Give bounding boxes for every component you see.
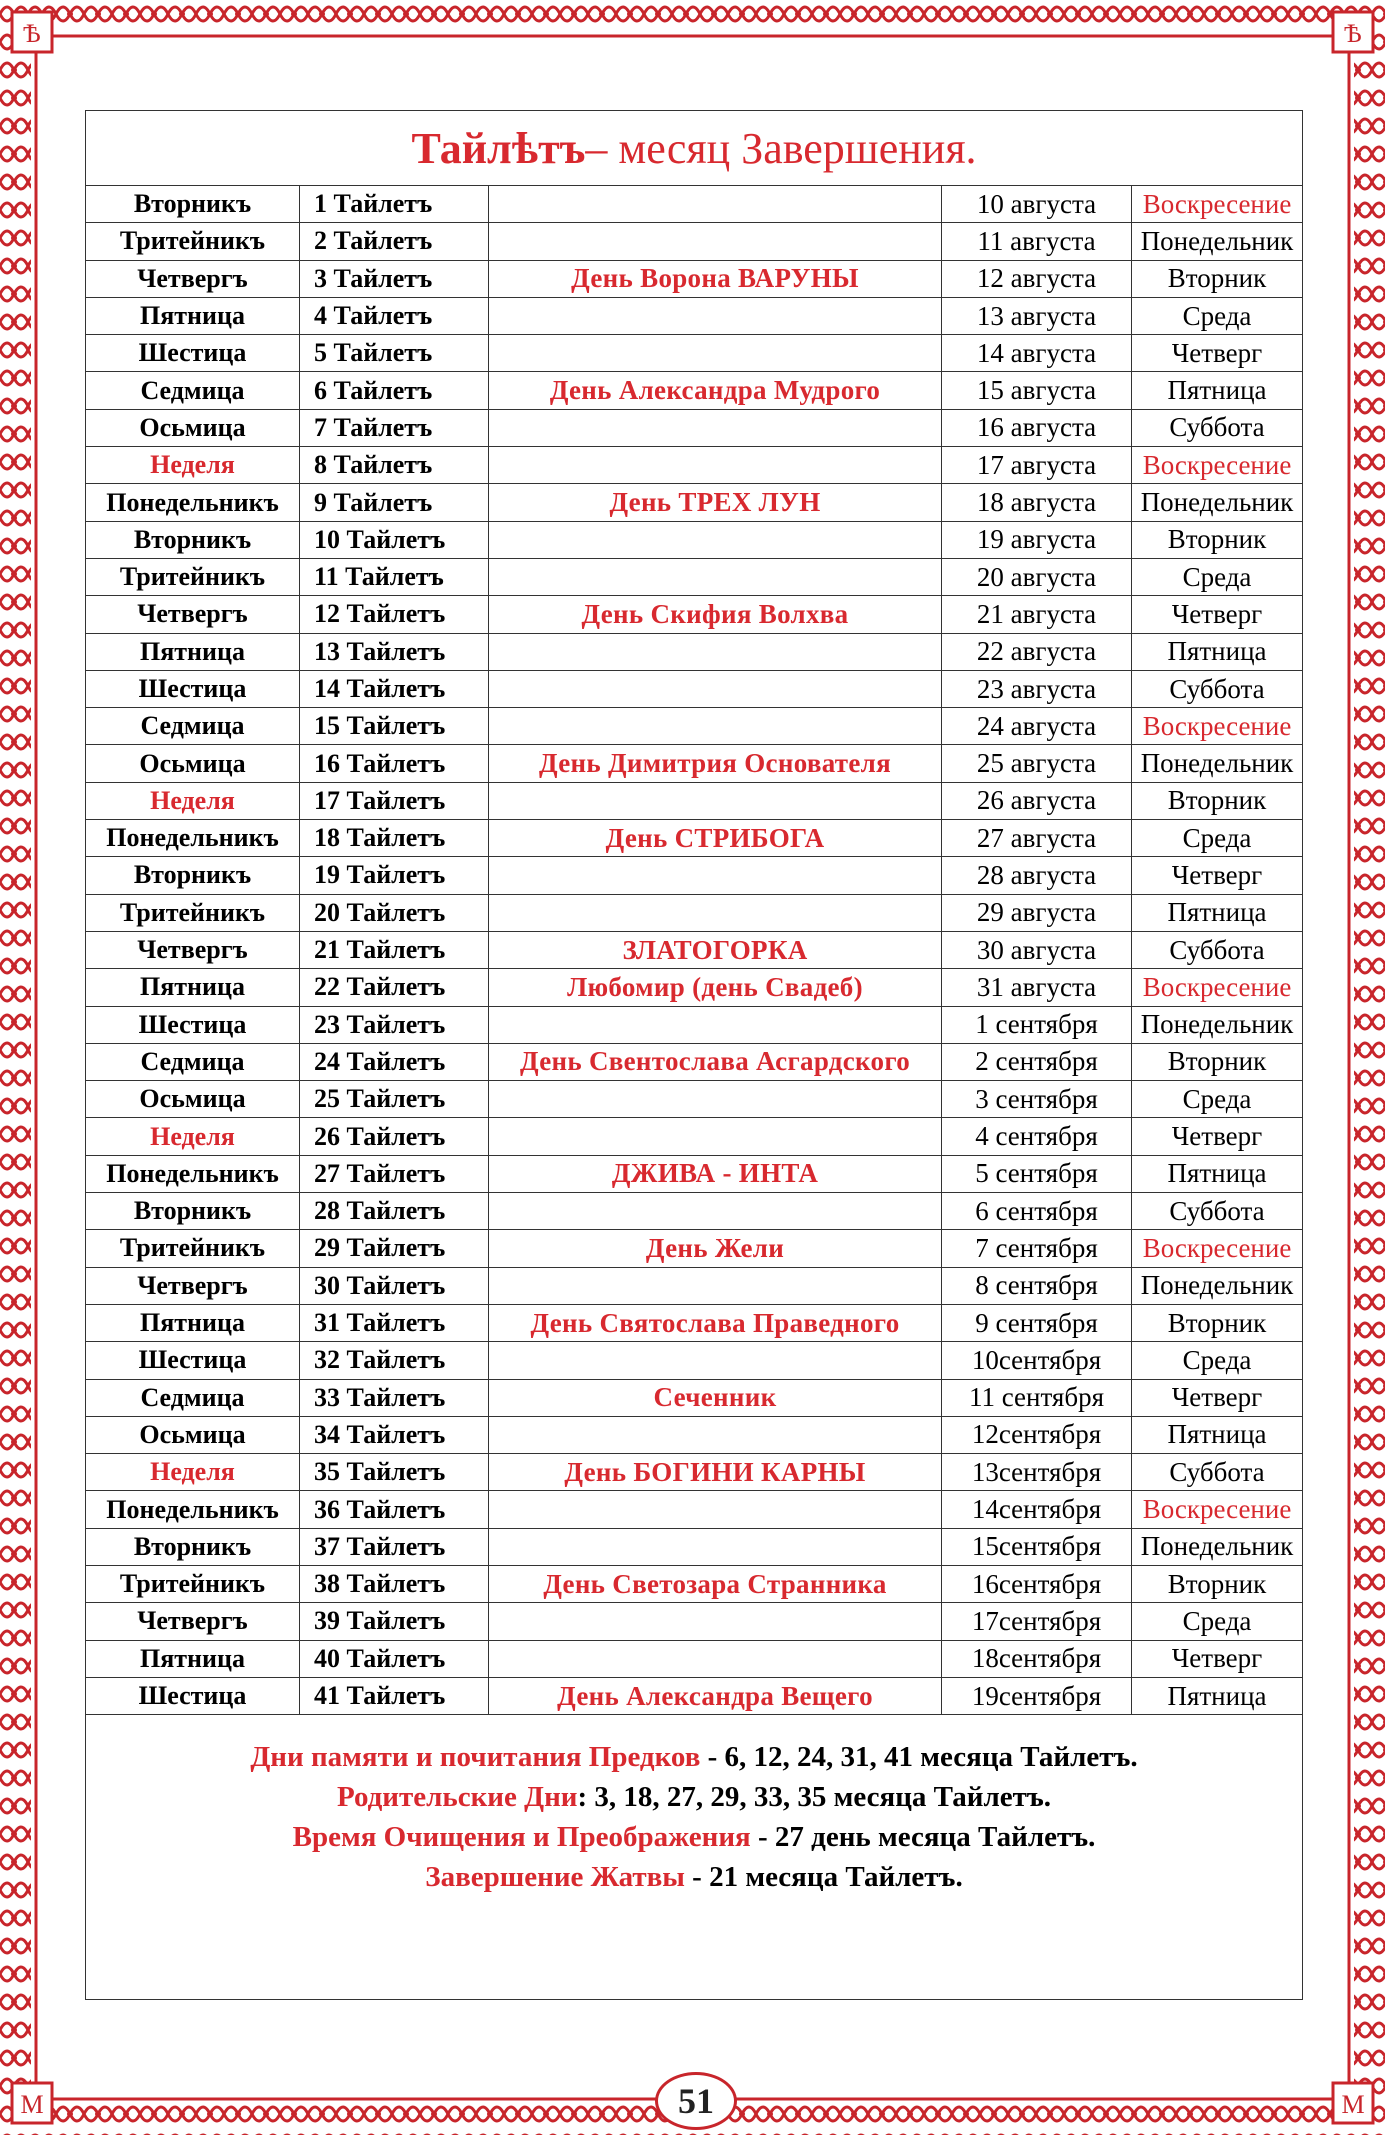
gregorian-date-cell: 28 августа	[942, 857, 1132, 894]
date-number-cell: 12 Тайлетъ	[300, 596, 489, 633]
weekday-cell: Воскресение	[1132, 447, 1303, 484]
gregorian-date-cell: 13сентября	[942, 1454, 1132, 1491]
date-number-cell: 34 Тайлетъ	[300, 1416, 489, 1453]
date-number-cell: 10 Тайлетъ	[300, 521, 489, 558]
gregorian-date-cell: 18сентября	[942, 1640, 1132, 1677]
calendar-row	[86, 521, 1302, 558]
event-cell: День СТРИБОГА	[489, 820, 942, 857]
gregorian-date-cell: 10сентября	[942, 1342, 1132, 1379]
gregorian-date-cell: 14 августа	[942, 335, 1132, 372]
title-month-name: Тайлѣтъ	[411, 123, 586, 173]
date-number-cell: 14 Тайлетъ	[300, 670, 489, 707]
gregorian-date-cell: 1 сентября	[942, 1006, 1132, 1043]
day-cell: Седмица	[86, 708, 300, 745]
day-cell: Пятница	[86, 1640, 300, 1677]
weekday-cell: Среда	[1132, 1603, 1303, 1640]
gregorian-date-cell: 30 августа	[942, 931, 1132, 968]
gregorian-date-cell: 15сентября	[942, 1528, 1132, 1565]
gregorian-date-cell: 22 августа	[942, 633, 1132, 670]
day-cell: Шестица	[86, 1342, 300, 1379]
day-cell: Пятница	[86, 969, 300, 1006]
day-cell: Неделя	[86, 447, 300, 484]
calendar-row	[86, 186, 1302, 223]
date-number-cell: 38 Тайлетъ	[300, 1565, 489, 1602]
date-number-cell: 6 Тайлетъ	[300, 372, 489, 409]
date-number-cell: 7 Тайлетъ	[300, 409, 489, 446]
day-cell: Осьмица	[86, 1081, 300, 1118]
date-number-cell: 40 Тайлетъ	[300, 1640, 489, 1677]
calendar-row	[86, 558, 1302, 595]
date-number-cell: 30 Тайлетъ	[300, 1267, 489, 1304]
date-number-cell: 36 Тайлетъ	[300, 1491, 489, 1528]
date-number-cell: 23 Тайлетъ	[300, 1006, 489, 1043]
day-cell: Тритейникъ	[86, 1230, 300, 1267]
calendar-row	[86, 484, 1302, 521]
event-cell: День Свентослава Асгардского	[489, 1043, 942, 1080]
gregorian-date-cell: 26 августа	[942, 782, 1132, 819]
date-number-cell: 39 Тайлетъ	[300, 1603, 489, 1640]
calendar-row	[86, 1565, 1302, 1602]
calendar-row	[86, 820, 1302, 857]
event-cell: День Жели	[489, 1230, 942, 1267]
date-number-cell: 13 Тайлетъ	[300, 633, 489, 670]
gregorian-date-cell: 16 августа	[942, 409, 1132, 446]
event-cell: День Скифия Волхва	[489, 596, 942, 633]
day-cell: Неделя	[86, 782, 300, 819]
calendar-row	[86, 782, 1302, 819]
day-cell: Четвергъ	[86, 1267, 300, 1304]
calendar-row	[86, 1416, 1302, 1453]
date-number-cell: 21 Тайлетъ	[300, 931, 489, 968]
day-cell: Пятница	[86, 297, 300, 334]
date-number-cell: 35 Тайлетъ	[300, 1454, 489, 1491]
event-cell: День Светозара Странника	[489, 1565, 942, 1602]
weekday-cell: Пятница	[1132, 894, 1303, 931]
weekday-cell: Пятница	[1132, 633, 1303, 670]
date-number-cell: 2 Тайлетъ	[300, 223, 489, 260]
weekday-cell: Пятница	[1132, 1416, 1303, 1453]
day-cell: Понедельникъ	[86, 820, 300, 857]
event-cell: Любомир (день Свадеб)	[489, 969, 942, 1006]
weekday-cell: Понедельник	[1132, 1006, 1303, 1043]
date-number-cell: 16 Тайлетъ	[300, 745, 489, 782]
event-cell	[489, 186, 942, 223]
weekday-cell: Среда	[1132, 558, 1303, 595]
note-text: - 6, 12, 24, 31, 41 месяца Тайлетъ.	[700, 1741, 1138, 1774]
event-cell	[489, 633, 942, 670]
day-cell: Шестица	[86, 670, 300, 707]
gregorian-date-cell: 13 августа	[942, 297, 1132, 334]
note-highlight: Дни памяти и почитания Предков	[250, 1741, 701, 1774]
calendar-row	[86, 1528, 1302, 1565]
note-text: - 27 день месяца Тайлетъ.	[750, 1821, 1096, 1854]
note-line	[86, 1817, 1302, 1857]
note-highlight: Родительские Дни	[336, 1781, 578, 1814]
weekday-cell: Понедельник	[1132, 1267, 1303, 1304]
calendar-row	[86, 1230, 1302, 1267]
date-number-cell: 24 Тайлетъ	[300, 1043, 489, 1080]
date-number-cell: 18 Тайлетъ	[300, 820, 489, 857]
day-cell: Тритейникъ	[86, 1565, 300, 1602]
day-cell: Осьмица	[86, 1416, 300, 1453]
gregorian-date-cell: 7 сентября	[942, 1230, 1132, 1267]
note-text: : 3, 18, 27, 29, 33, 35 месяца Тайлетъ.	[577, 1781, 1052, 1814]
date-number-cell: 28 Тайлетъ	[300, 1193, 489, 1230]
gregorian-date-cell: 12сентября	[942, 1416, 1132, 1453]
calendar-row	[86, 409, 1302, 446]
weekday-cell: Четверг	[1132, 857, 1303, 894]
gregorian-date-cell: 9 сентября	[942, 1304, 1132, 1341]
gregorian-date-cell: 20 августа	[942, 558, 1132, 595]
day-cell: Понедельникъ	[86, 484, 300, 521]
gregorian-date-cell: 19 августа	[942, 521, 1132, 558]
weekday-cell: Вторник	[1132, 782, 1303, 819]
gregorian-date-cell: 16сентября	[942, 1565, 1132, 1602]
gregorian-date-cell: 5 сентября	[942, 1155, 1132, 1192]
gregorian-date-cell: 24 августа	[942, 708, 1132, 745]
calendar-row	[86, 670, 1302, 707]
gregorian-date-cell: 29 августа	[942, 894, 1132, 931]
event-cell: ЗЛАТОГОРКА	[489, 931, 942, 968]
date-number-cell: 33 Тайлетъ	[300, 1379, 489, 1416]
calendar-row	[86, 1043, 1302, 1080]
gregorian-date-cell: 11 сентября	[942, 1379, 1132, 1416]
calendar-row	[86, 335, 1302, 372]
weekday-cell: Воскресение	[1132, 1491, 1303, 1528]
day-cell: Седмица	[86, 372, 300, 409]
gregorian-date-cell: 8 сентября	[942, 1267, 1132, 1304]
gregorian-date-cell: 12 августа	[942, 260, 1132, 297]
date-number-cell: 19 Тайлетъ	[300, 857, 489, 894]
note-highlight: Завершение Жатвы	[425, 1861, 685, 1894]
weekday-cell: Воскресение	[1132, 708, 1303, 745]
weekday-cell: Четверг	[1132, 1379, 1303, 1416]
gregorian-date-cell: 27 августа	[942, 820, 1132, 857]
day-cell: Четвергъ	[86, 596, 300, 633]
corner-mark-top-right: Ѣ	[1344, 19, 1362, 48]
calendar-row	[86, 260, 1302, 297]
event-cell: День БОГИНИ КАРНЫ	[489, 1454, 942, 1491]
event-cell	[489, 409, 942, 446]
calendar-row	[86, 1155, 1302, 1192]
event-cell	[489, 1342, 942, 1379]
calendar-row	[86, 1006, 1302, 1043]
calendar-row	[86, 1640, 1302, 1677]
gregorian-date-cell: 10 августа	[942, 186, 1132, 223]
calendar-row	[86, 708, 1302, 745]
gregorian-date-cell: 6 сентября	[942, 1193, 1132, 1230]
title-subtitle: – месяц Завершения.	[585, 123, 977, 173]
event-cell	[489, 782, 942, 819]
gregorian-date-cell: 11 августа	[942, 223, 1132, 260]
date-number-cell: 29 Тайлетъ	[300, 1230, 489, 1267]
day-cell: Четвергъ	[86, 931, 300, 968]
day-cell: Неделя	[86, 1118, 300, 1155]
weekday-cell: Суббота	[1132, 1454, 1303, 1491]
event-cell	[489, 1193, 942, 1230]
event-cell	[489, 1416, 942, 1453]
calendar-row	[86, 223, 1302, 260]
weekday-cell: Вторник	[1132, 1304, 1303, 1341]
event-cell	[489, 1006, 942, 1043]
calendar-row	[86, 1081, 1302, 1118]
event-cell	[489, 1491, 942, 1528]
date-number-cell: 37 Тайлетъ	[300, 1528, 489, 1565]
day-cell: Тритейникъ	[86, 894, 300, 931]
weekday-cell: Суббота	[1132, 931, 1303, 968]
date-number-cell: 8 Тайлетъ	[300, 447, 489, 484]
page-title	[86, 111, 1302, 186]
day-cell: Неделя	[86, 1454, 300, 1491]
weekday-cell: Воскресение	[1132, 186, 1303, 223]
weekday-cell: Пятница	[1132, 372, 1303, 409]
event-cell	[489, 1118, 942, 1155]
gregorian-date-cell: 17 августа	[942, 447, 1132, 484]
gregorian-date-cell: 17сентября	[942, 1603, 1132, 1640]
corner-mark-bottom-left: М	[20, 2090, 44, 2119]
event-cell	[489, 521, 942, 558]
date-number-cell: 26 Тайлетъ	[300, 1118, 489, 1155]
day-cell: Вторникъ	[86, 521, 300, 558]
calendar-row	[86, 1454, 1302, 1491]
weekday-cell: Четверг	[1132, 596, 1303, 633]
weekday-cell: Среда	[1132, 1081, 1303, 1118]
weekday-cell: Вторник	[1132, 1043, 1303, 1080]
event-cell	[489, 297, 942, 334]
day-cell: Седмица	[86, 1379, 300, 1416]
calendar-row	[86, 1267, 1302, 1304]
event-cell	[489, 1528, 942, 1565]
event-cell	[489, 1640, 942, 1677]
page-number: 51	[655, 2072, 737, 2130]
date-number-cell: 20 Тайлетъ	[300, 894, 489, 931]
event-cell: День Александра Вещего	[489, 1677, 942, 1714]
event-cell	[489, 670, 942, 707]
day-cell: Шестица	[86, 335, 300, 372]
day-cell: Пятница	[86, 633, 300, 670]
day-cell: Вторникъ	[86, 186, 300, 223]
calendar-row	[86, 1379, 1302, 1416]
event-cell: Сеченник	[489, 1379, 942, 1416]
event-cell	[489, 335, 942, 372]
calendar-row	[86, 1118, 1302, 1155]
calendar-row	[86, 931, 1302, 968]
corner-mark-top-left: Ѣ	[23, 19, 41, 48]
date-number-cell: 5 Тайлетъ	[300, 335, 489, 372]
event-cell	[489, 558, 942, 595]
event-cell	[489, 708, 942, 745]
day-cell: Вторникъ	[86, 857, 300, 894]
calendar-row	[86, 1342, 1302, 1379]
gregorian-date-cell: 18 августа	[942, 484, 1132, 521]
day-cell: Четвергъ	[86, 260, 300, 297]
weekday-cell: Пятница	[1132, 1155, 1303, 1192]
weekday-cell: Пятница	[1132, 1677, 1303, 1714]
date-number-cell: 1 Тайлетъ	[300, 186, 489, 223]
date-number-cell: 32 Тайлетъ	[300, 1342, 489, 1379]
day-cell: Вторникъ	[86, 1528, 300, 1565]
date-number-cell: 4 Тайлетъ	[300, 297, 489, 334]
weekday-cell: Суббота	[1132, 1193, 1303, 1230]
weekday-cell: Суббота	[1132, 409, 1303, 446]
weekday-cell: Четверг	[1132, 335, 1303, 372]
weekday-cell: Суббота	[1132, 670, 1303, 707]
gregorian-date-cell: 23 августа	[942, 670, 1132, 707]
event-cell	[489, 223, 942, 260]
date-number-cell: 31 Тайлетъ	[300, 1304, 489, 1341]
gregorian-date-cell: 19сентября	[942, 1677, 1132, 1714]
gregorian-date-cell: 21 августа	[942, 596, 1132, 633]
weekday-cell: Среда	[1132, 820, 1303, 857]
day-cell: Понедельникъ	[86, 1491, 300, 1528]
event-cell	[489, 894, 942, 931]
calendar-row	[86, 1677, 1302, 1714]
calendar-row	[86, 1603, 1302, 1640]
gregorian-date-cell: 14сентября	[942, 1491, 1132, 1528]
weekday-cell: Среда	[1132, 1342, 1303, 1379]
gregorian-date-cell: 3 сентября	[942, 1081, 1132, 1118]
date-number-cell: 17 Тайлетъ	[300, 782, 489, 819]
calendar-sheet	[85, 110, 1303, 2000]
calendar-row	[86, 1193, 1302, 1230]
date-number-cell: 9 Тайлетъ	[300, 484, 489, 521]
day-cell: Тритейникъ	[86, 223, 300, 260]
notes-block	[86, 1737, 1302, 1897]
date-number-cell: 3 Тайлетъ	[300, 260, 489, 297]
event-cell: ДЖИВА - ИНТА	[489, 1155, 942, 1192]
calendar-row	[86, 1304, 1302, 1341]
calendar-row	[86, 596, 1302, 633]
weekday-cell: Среда	[1132, 297, 1303, 334]
day-cell: Тритейникъ	[86, 558, 300, 595]
calendar-row	[86, 894, 1302, 931]
weekday-cell: Понедельник	[1132, 1528, 1303, 1565]
event-cell	[489, 857, 942, 894]
calendar-row	[86, 969, 1302, 1006]
calendar-row	[86, 633, 1302, 670]
event-cell: День Александра Мудрого	[489, 372, 942, 409]
event-cell	[489, 447, 942, 484]
calendar-row	[86, 297, 1302, 334]
calendar-row	[86, 745, 1302, 782]
calendar-row	[86, 372, 1302, 409]
date-number-cell: 15 Тайлетъ	[300, 708, 489, 745]
weekday-cell: Понедельник	[1132, 223, 1303, 260]
note-highlight: Время Очищения и Преображения	[292, 1821, 751, 1854]
weekday-cell: Воскресение	[1132, 969, 1303, 1006]
gregorian-date-cell: 15 августа	[942, 372, 1132, 409]
calendar-row	[86, 447, 1302, 484]
date-number-cell: 41 Тайлетъ	[300, 1677, 489, 1714]
event-cell: День Ворона ВАРУНЫ	[489, 260, 942, 297]
weekday-cell: Четверг	[1132, 1640, 1303, 1677]
note-text: - 21 месяца Тайлетъ.	[684, 1861, 963, 1894]
gregorian-date-cell: 2 сентября	[942, 1043, 1132, 1080]
day-cell: Четвергъ	[86, 1603, 300, 1640]
day-cell: Осьмица	[86, 409, 300, 446]
calendar-row	[86, 1491, 1302, 1528]
corner-mark-bottom-right: М	[1341, 2090, 1365, 2119]
day-cell: Шестица	[86, 1677, 300, 1714]
note-line	[86, 1737, 1302, 1777]
day-cell: Шестица	[86, 1006, 300, 1043]
event-cell	[489, 1081, 942, 1118]
event-cell: День Святослава Праведного	[489, 1304, 942, 1341]
day-cell: Пятница	[86, 1304, 300, 1341]
event-cell: День ТРЕХ ЛУН	[489, 484, 942, 521]
calendar-row	[86, 857, 1302, 894]
weekday-cell: Воскресение	[1132, 1230, 1303, 1267]
weekday-cell: Вторник	[1132, 521, 1303, 558]
date-number-cell: 11 Тайлетъ	[300, 558, 489, 595]
note-line	[86, 1777, 1302, 1817]
gregorian-date-cell: 25 августа	[942, 745, 1132, 782]
day-cell: Вторникъ	[86, 1193, 300, 1230]
date-number-cell: 22 Тайлетъ	[300, 969, 489, 1006]
gregorian-date-cell: 31 августа	[942, 969, 1132, 1006]
event-cell	[489, 1603, 942, 1640]
weekday-cell: Понедельник	[1132, 745, 1303, 782]
weekday-cell: Вторник	[1132, 260, 1303, 297]
gregorian-date-cell: 4 сентября	[942, 1118, 1132, 1155]
event-cell: День Димитрия Основателя	[489, 745, 942, 782]
weekday-cell: Понедельник	[1132, 484, 1303, 521]
date-number-cell: 27 Тайлетъ	[300, 1155, 489, 1192]
weekday-cell: Четверг	[1132, 1118, 1303, 1155]
event-cell	[489, 1267, 942, 1304]
note-line	[86, 1857, 1302, 1897]
date-number-cell: 25 Тайлетъ	[300, 1081, 489, 1118]
weekday-cell: Вторник	[1132, 1565, 1303, 1602]
calendar-table	[86, 186, 1302, 1715]
day-cell: Осьмица	[86, 745, 300, 782]
day-cell: Седмица	[86, 1043, 300, 1080]
day-cell: Понедельникъ	[86, 1155, 300, 1192]
